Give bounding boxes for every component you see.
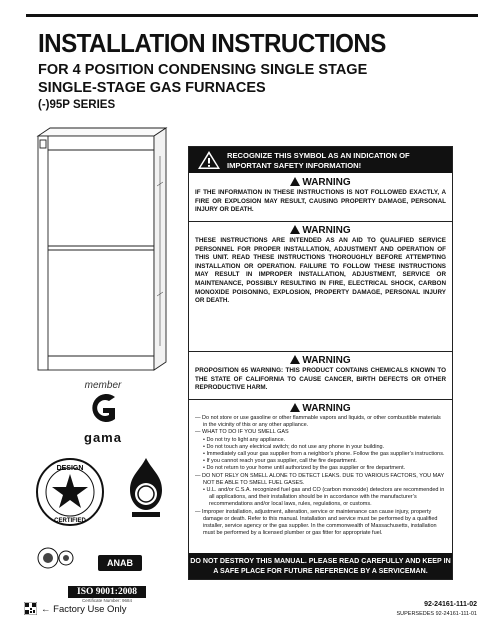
warning-block-prop65 xyxy=(195,355,446,393)
list-item: — Improper installation, adjustment, alteration, service or maintenance can cause injury, property damage or death. Refer to this manual. Installation and service must be performed by a qualified installer, service agency or the gas supplier. In the commonwealth of Massachusetts, installation must be performed by a licensed plumber or gas fitter for appropriate fuel. xyxy=(195,508,438,537)
warning-triangle-icon xyxy=(197,150,221,170)
qr-code-icon xyxy=(24,602,37,615)
page-title: INSTALLATION INSTRUCTIONS xyxy=(38,28,386,58)
list-item: • Do not return to your home until authorized by the gas supplier or fire department. xyxy=(203,465,406,472)
keep-manual-banner: DO NOT DESTROY THIS MANUAL. PLEASE READ CAREFULLY AND KEEP IN A SAFE PLACE FOR FUTURE REFERENCE BY A SERVICEMAN. xyxy=(189,553,452,579)
warning-title: WARNING xyxy=(195,177,446,189)
factory-use-label: ← Factory Use Only xyxy=(41,604,127,615)
design-seal-bottom-text: CERTIFIED xyxy=(54,518,86,524)
divider xyxy=(189,221,452,222)
warning-triangle-icon xyxy=(290,403,300,412)
gama-g-mark-icon xyxy=(87,391,119,425)
list-item: — DO NOT RELY ON SMELL ALONE TO DETECT LEAKS. DUE TO VARIOUS FACTORS, YOU MAY NOT BE ABLE TO SMELL FUEL GASES. xyxy=(195,472,445,486)
csa-certification-icon xyxy=(118,456,174,520)
warning-title: WARNING xyxy=(195,225,446,237)
iso-certification-label: ISO 9001:2008 xyxy=(68,586,146,598)
energy-seal-icon xyxy=(36,544,74,574)
warning-triangle-icon xyxy=(290,225,300,234)
divider xyxy=(189,351,452,352)
design-seal-top-text: DESIGN xyxy=(56,465,84,472)
furnace-illustration xyxy=(26,126,176,376)
list-item: • U.L. and/or C.S.A. recognized fuel gas and CO (carbon monoxide) detectors are recommended in all applications, and their installation should be in accordance with the manufacturer’s recommendations and/or local laws, rules, regulations, or customs. xyxy=(203,487,445,508)
iso-certificate-number: Certificate Number: 9684 xyxy=(81,598,133,603)
warning-block-qualified-service xyxy=(195,225,446,306)
warning-title: WARNING xyxy=(195,355,446,367)
list-item: • Do not try to light any appliance. xyxy=(203,436,286,443)
design-certified-seal-icon xyxy=(34,456,106,528)
safety-symbol-text: RECOGNIZE THIS SYMBOL AS AN INDICATION OF IMPORTANT SAFETY INFORMATION! xyxy=(227,151,410,170)
warning-list xyxy=(195,415,446,537)
safety-symbol-banner xyxy=(189,147,452,173)
warning-body: IF THE INFORMATION IN THESE INSTRUCTIONS IS NOT FOLLOWED EXACTLY, A FIRE OR EXPLOSION MAY RESULT, CAUSING PROPERTY DAMAGE, PERSONAL INJURY OR DEATH. xyxy=(195,189,446,214)
supersedes-number: SUPERSEDES 92-24161-111-01 xyxy=(396,611,477,617)
warning-body: PROPOSITION 65 WARNING: THIS PRODUCT CONTAINS CHEMICALS KNOWN TO THE STATE OF CALIFORNIA TO CAUSE CANCER, BIRTH DEFECTS OR OTHER REPRODUCTIVE HARM. xyxy=(195,367,446,392)
gama-logo xyxy=(68,380,138,445)
gama-brand-label: gama xyxy=(84,430,122,445)
top-rule xyxy=(26,14,478,17)
series-label: (-)95P SERIES xyxy=(38,99,116,111)
safety-warnings-panel xyxy=(188,146,453,580)
subtitle-line-1: FOR 4 POSITION CONDENSING SINGLE STAGE xyxy=(38,62,368,78)
list-item: • If you cannot reach your gas supplier, call the fire department. xyxy=(203,458,357,465)
warning-title: WARNING xyxy=(195,403,446,415)
warning-triangle-icon xyxy=(290,177,300,186)
warning-body: THESE INSTRUCTIONS ARE INTENDED AS AN AID TO QUALIFIED SERVICE PERSONNEL FOR PROPER INSTALLATION, ADJUSTMENT AND OPERATION OF THIS UNIT. READ THESE INSTRUCTIONS THOROUGHLY BEFORE ATTEMPTING INSTALLATION OR OPERATION. FAILURE TO FOLLOW THESE INSTRUCTIONS MAY RESULT IN IMPROPER INSTALLATION, ADJUSTMENT, SERVICE OR MAINTENANCE, POSSIBLY RESULTING IN FIRE, ELECTRICAL SHOCK, CARBON MONOXIDE POISONING, EXPLOSION, PROPERTY DAMAGE, PERSONAL INJURY OR DEATH. xyxy=(195,237,446,305)
subtitle-line-2: SINGLE-STAGE GAS FURNACES xyxy=(38,80,266,96)
document-number: 92-24161-111-02 xyxy=(424,601,477,608)
warning-triangle-icon xyxy=(290,355,300,364)
anab-logo: ANAB xyxy=(98,555,142,571)
list-item: • Immediately call your gas supplier from a neighbor’s phone. Follow the gas supplier’s instructions. xyxy=(203,451,445,458)
left-arrow-icon: ← xyxy=(41,604,51,615)
gama-member-label: member xyxy=(84,380,122,391)
warning-block-gas xyxy=(195,403,446,537)
warning-block-fire xyxy=(195,177,446,215)
list-item: — WHAT TO DO IF YOU SMELL GAS xyxy=(195,429,289,436)
list-item: — Do not store or use gasoline or other flammable vapors and liquids, or other combustible materials in the vicinity of this or any other appliance. xyxy=(195,415,441,429)
list-item: • Do not touch any electrical switch; do not use any phone in your building. xyxy=(203,443,385,450)
divider xyxy=(189,399,452,400)
